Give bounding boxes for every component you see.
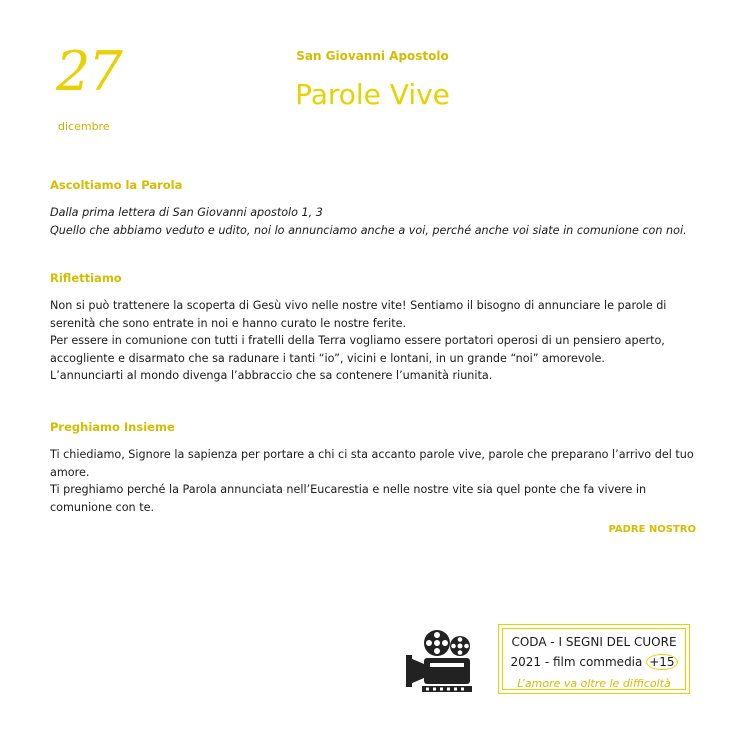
ascolto-line: Dalla prima lettera di San Giovanni apostolo 1, 3 bbox=[50, 206, 323, 219]
film-title: CODA - I SEGNI DEL CUORE bbox=[511, 635, 677, 649]
paragraph-ascolto bbox=[50, 204, 696, 239]
film-box bbox=[498, 624, 690, 694]
preghiamo-line: Ti chiediamo, Signore la sapienza per portare a chi ci sta accanto parole vive, parole che preparano l’arrivo del tuo amore. bbox=[50, 448, 694, 479]
film-info-line bbox=[503, 654, 685, 670]
date-month: dicembre bbox=[58, 120, 110, 133]
closing-prayer: PADRE NOSTRO bbox=[608, 524, 696, 535]
film-info: 2021 - film commedia bbox=[510, 655, 643, 669]
paragraph-riflettiamo bbox=[50, 297, 696, 385]
page-title: Parole Vive bbox=[295, 78, 450, 111]
age-rating-badge: +15 bbox=[646, 654, 677, 670]
section-heading-riflettiamo: Riflettiamo bbox=[50, 271, 122, 285]
riflettiamo-line: Per essere in comunione con tutti i fratelli della Terra vogliamo essere portatori operosi di un pensiero aperto, accogliente e disarmato che sa radunare i tanti “io”, vicini e lontani, in un grande “noi” amorevole. bbox=[50, 334, 665, 365]
ascolto-line: Quello che abbiamo veduto e udito, noi lo annunciamo anche a voi, perché anche voi siate in comunione con noi. bbox=[50, 223, 687, 237]
saint-name: San Giovanni Apostolo bbox=[296, 49, 449, 63]
preghiamo-line: Ti preghiamo perché la Parola annunciata nell’Eucarestia e nelle nostre vite sia quel ponte che fa vivere in comunione con te. bbox=[50, 483, 647, 514]
date-day: 27 bbox=[56, 40, 121, 103]
paragraph-preghiamo bbox=[50, 446, 696, 516]
riflettiamo-line: Non si può trattenere la scoperta di Gesù vivo nelle nostre vite! Sentiamo il bisogno di annunciare le parole di serenità che sono entrate in noi e hanno curato le nostre ferite. bbox=[50, 299, 667, 330]
film-box-inner bbox=[502, 628, 686, 690]
section-heading-ascolto: Ascoltiamo la Parola bbox=[50, 178, 183, 192]
section-heading-preghiamo: Preghiamo Insieme bbox=[50, 420, 175, 434]
film-tagline: L’amore va oltre le difficoltà bbox=[517, 677, 671, 690]
film-camera-icon bbox=[402, 626, 482, 696]
riflettiamo-line: L’annunciarti al mondo divenga l’abbraccio che sa contenere l’umanità riunita. bbox=[50, 369, 493, 382]
